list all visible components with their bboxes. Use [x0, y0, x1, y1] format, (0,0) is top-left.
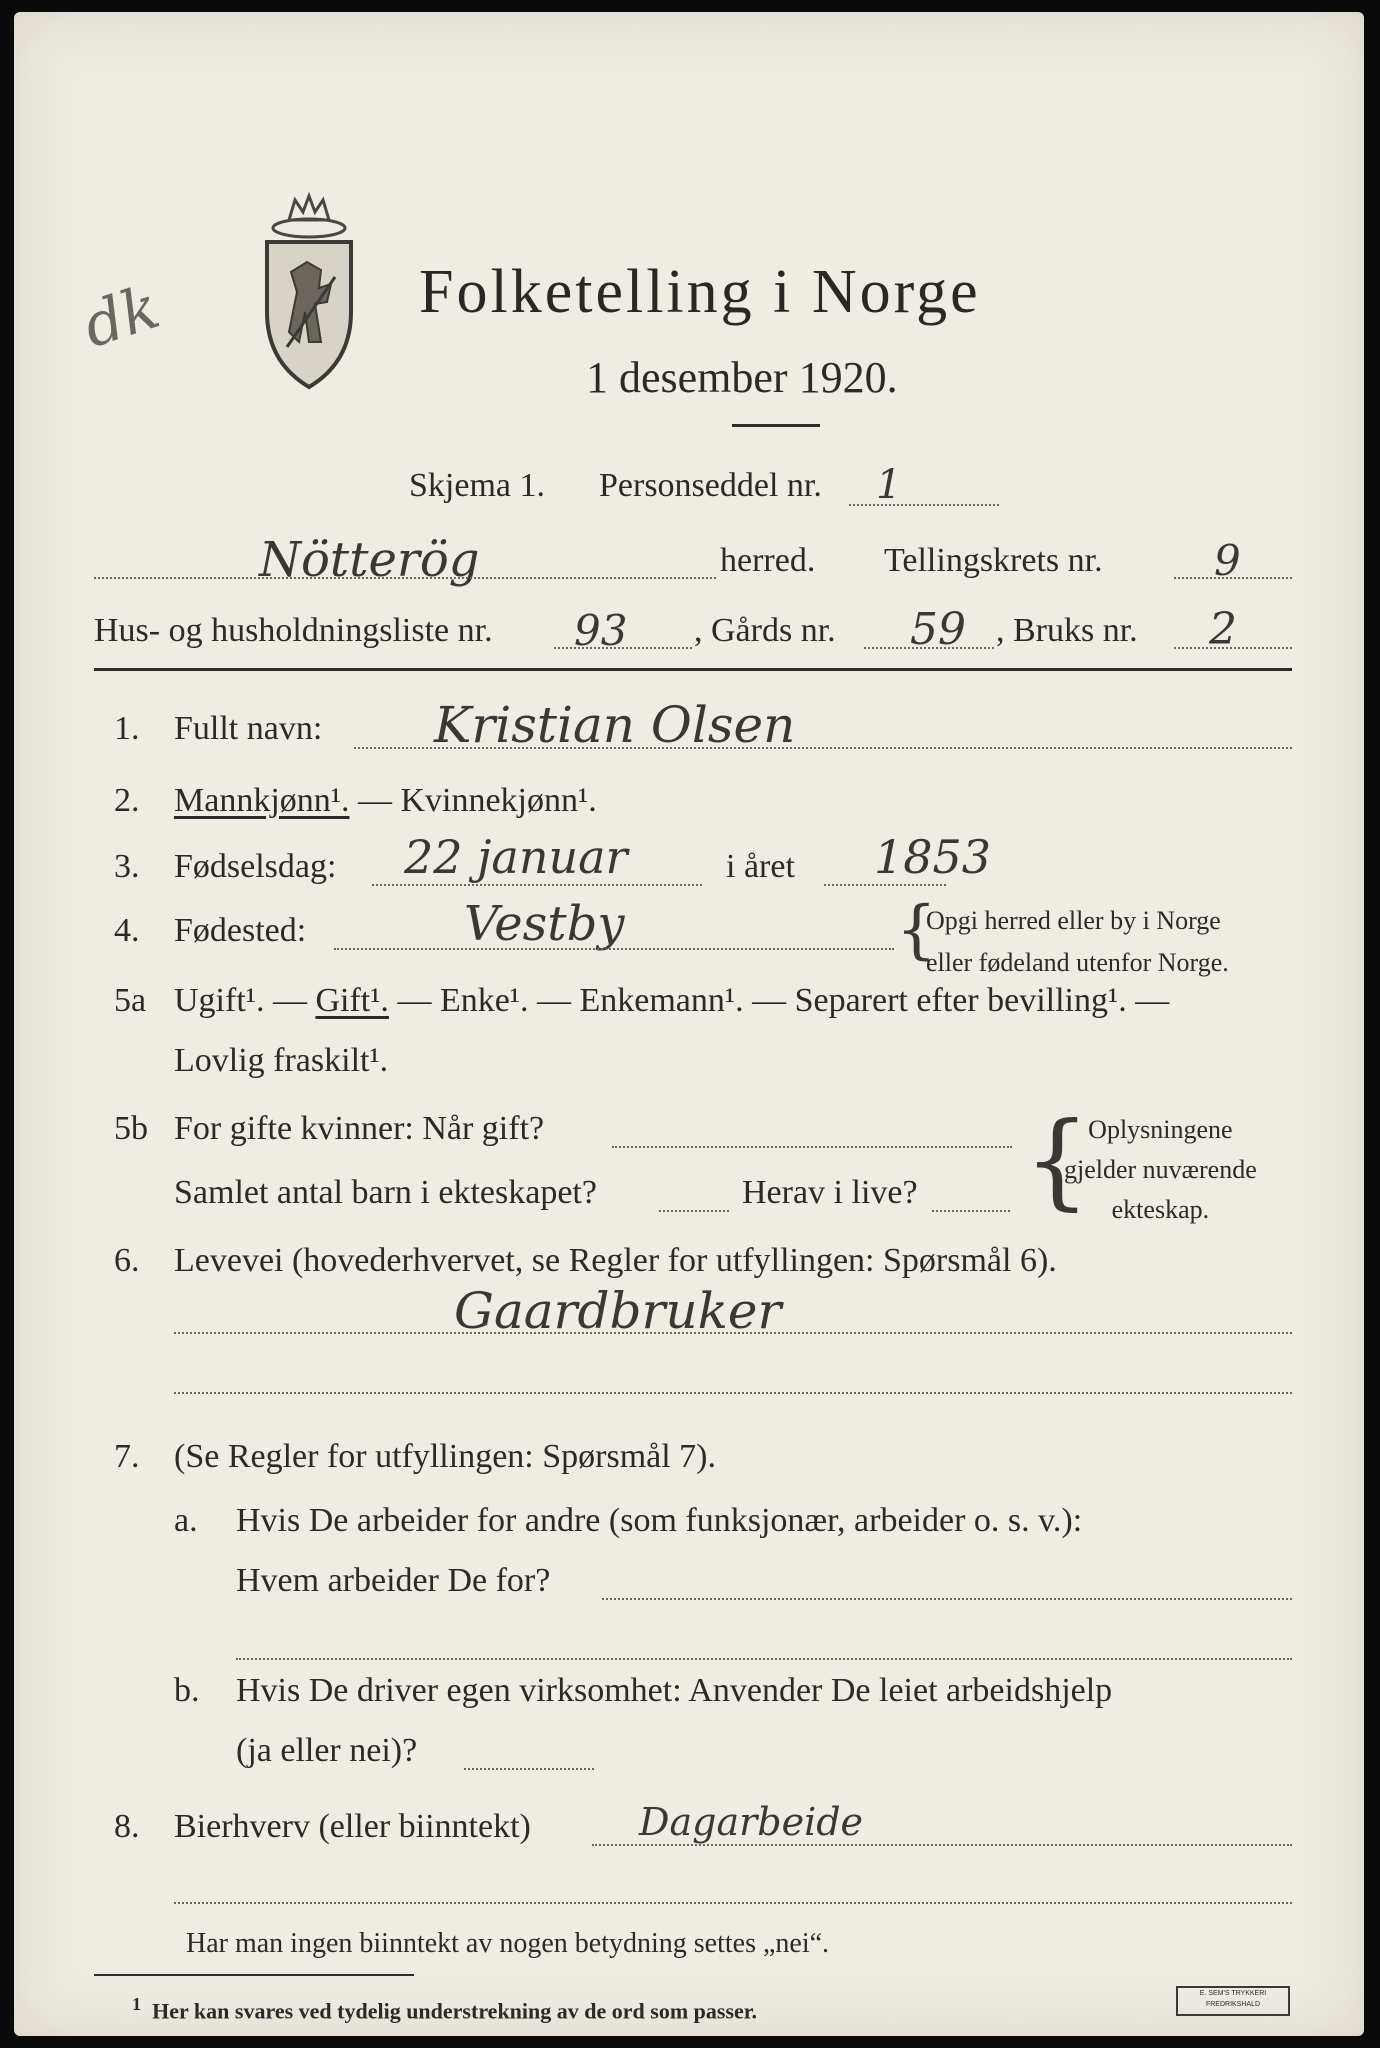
q7a-employer-label: Hvem arbeider De for?	[236, 1562, 551, 1599]
herred-value: Nötterög	[259, 532, 480, 588]
q4-birthplace-value: Vestby	[464, 896, 625, 952]
q2-number: 2.	[114, 782, 140, 819]
q7a-line1: Hvis De arbeider for andre (som funksjonær, arbeider o. s. v.):	[236, 1502, 1083, 1539]
q7b-line1: Hvis De driver egen virksomhet: Anvender De leiet arbeidshjelp	[236, 1672, 1113, 1709]
margin-mark: dk	[75, 272, 168, 362]
personseddel-value: 1	[876, 462, 902, 508]
tellingskrets-value: 9	[1214, 536, 1241, 585]
tellingskrets-label: Tellingskrets nr.	[884, 542, 1103, 579]
census-form-page	[14, 12, 1364, 2036]
q5b-number: 5b	[114, 1110, 148, 1147]
q5b-children-label: Samlet antal barn i ekteskapet?	[174, 1174, 597, 1211]
footnote: $^1$ Her kan svares ved tydelig understrekning av de ord som passer.	[132, 1994, 758, 2024]
q7a-letter: a.	[174, 1502, 198, 1539]
q5a-fraskilt-option: Lovlig fraskilt¹.	[174, 1042, 389, 1079]
q2-male-option: Mannkjønn¹.	[174, 782, 350, 819]
gards-label: , Gårds nr.	[694, 612, 836, 649]
q1-number: 1.	[114, 710, 140, 747]
q1-label: Fullt navn:	[174, 710, 323, 747]
q8-side-income-value: Dagarbeide	[639, 1800, 864, 1844]
bruks-label: , Bruks nr.	[996, 612, 1138, 649]
q5a-marital-options: Ugift¹. — Gift¹. — Enke¹. — Enkemann¹. — Separert efter bevilling¹. —	[174, 982, 1170, 1019]
q7b-letter: b.	[174, 1672, 200, 1709]
title-divider	[732, 424, 820, 427]
q6-number: 6.	[114, 1242, 140, 1279]
q3-year-value: 1853	[874, 830, 992, 884]
q4-brace: {	[896, 893, 937, 967]
q5b-note: Oplysningene gjelder nuværende ekteskap.	[1064, 1115, 1257, 1224]
form-title: Folketelling i Norge	[419, 258, 981, 326]
gards-value: 59	[910, 604, 966, 655]
q5b-brace: {	[1024, 1099, 1091, 1221]
q8-number: 8.	[114, 1808, 140, 1845]
hus-label: Hus- og husholdningsliste nr.	[94, 612, 493, 649]
schema-label: Skjema 1.	[409, 467, 545, 504]
q5b-alive-label: Herav i live?	[742, 1174, 918, 1211]
hus-value: 93	[574, 606, 628, 655]
q5a-number: 5a	[114, 982, 147, 1019]
q4-label: Fødested:	[174, 912, 307, 949]
q6-occupation-value: Gaardbruker	[454, 1282, 782, 1340]
q3-number: 3.	[114, 848, 140, 885]
q2-female-option: Kvinnekjønn¹.	[400, 782, 597, 819]
q6-label: Levevei (hovederhvervet, se Regler for utfyllingen: Spørsmål 6).	[174, 1242, 1057, 1279]
q8-label: Bierhverv (eller biinntekt)	[174, 1808, 531, 1845]
coat-of-arms-icon	[249, 192, 369, 397]
q7b-hired-help-label: (ja eller nei)?	[236, 1732, 418, 1769]
header-divider	[94, 668, 1292, 671]
q4-number: 4.	[114, 912, 140, 949]
q1-full-name-value: Kristian Olsen	[434, 696, 796, 754]
q2-sex-options: Mannkjønn¹. — Kvinnekjønn¹.	[174, 782, 597, 819]
q3-label: Fødselsdag:	[174, 848, 337, 885]
q4-note: Opgi herred eller by i Norge eller fødeland utenfor Norge.	[926, 906, 1229, 977]
q5b-married-when-label: For gifte kvinner: Når gift?	[174, 1110, 545, 1147]
q3-birthdate-value: 22 januar	[404, 830, 628, 884]
footnote-divider	[94, 1974, 414, 1976]
q5a-gift-option: Gift¹.	[315, 982, 389, 1019]
bottom-note: Har man ingen biinntekt av nogen betydning settes „nei“.	[186, 1928, 830, 1959]
q7-number: 7.	[114, 1438, 140, 1475]
form-date: 1 desember 1920.	[586, 353, 898, 402]
personseddel-label: Personseddel nr.	[599, 467, 822, 504]
herred-label: herred.	[720, 542, 816, 579]
q5a-ugift-option: Ugift¹.	[174, 982, 265, 1019]
bruks-value: 2	[1209, 604, 1237, 655]
q3-year-label: i året	[726, 848, 795, 885]
printer-stamp: E. SEM'S TRYKKERI FREDRIKSHALD	[1176, 1986, 1290, 2016]
q7-label: (Se Regler for utfyllingen: Spørsmål 7).	[174, 1438, 717, 1475]
